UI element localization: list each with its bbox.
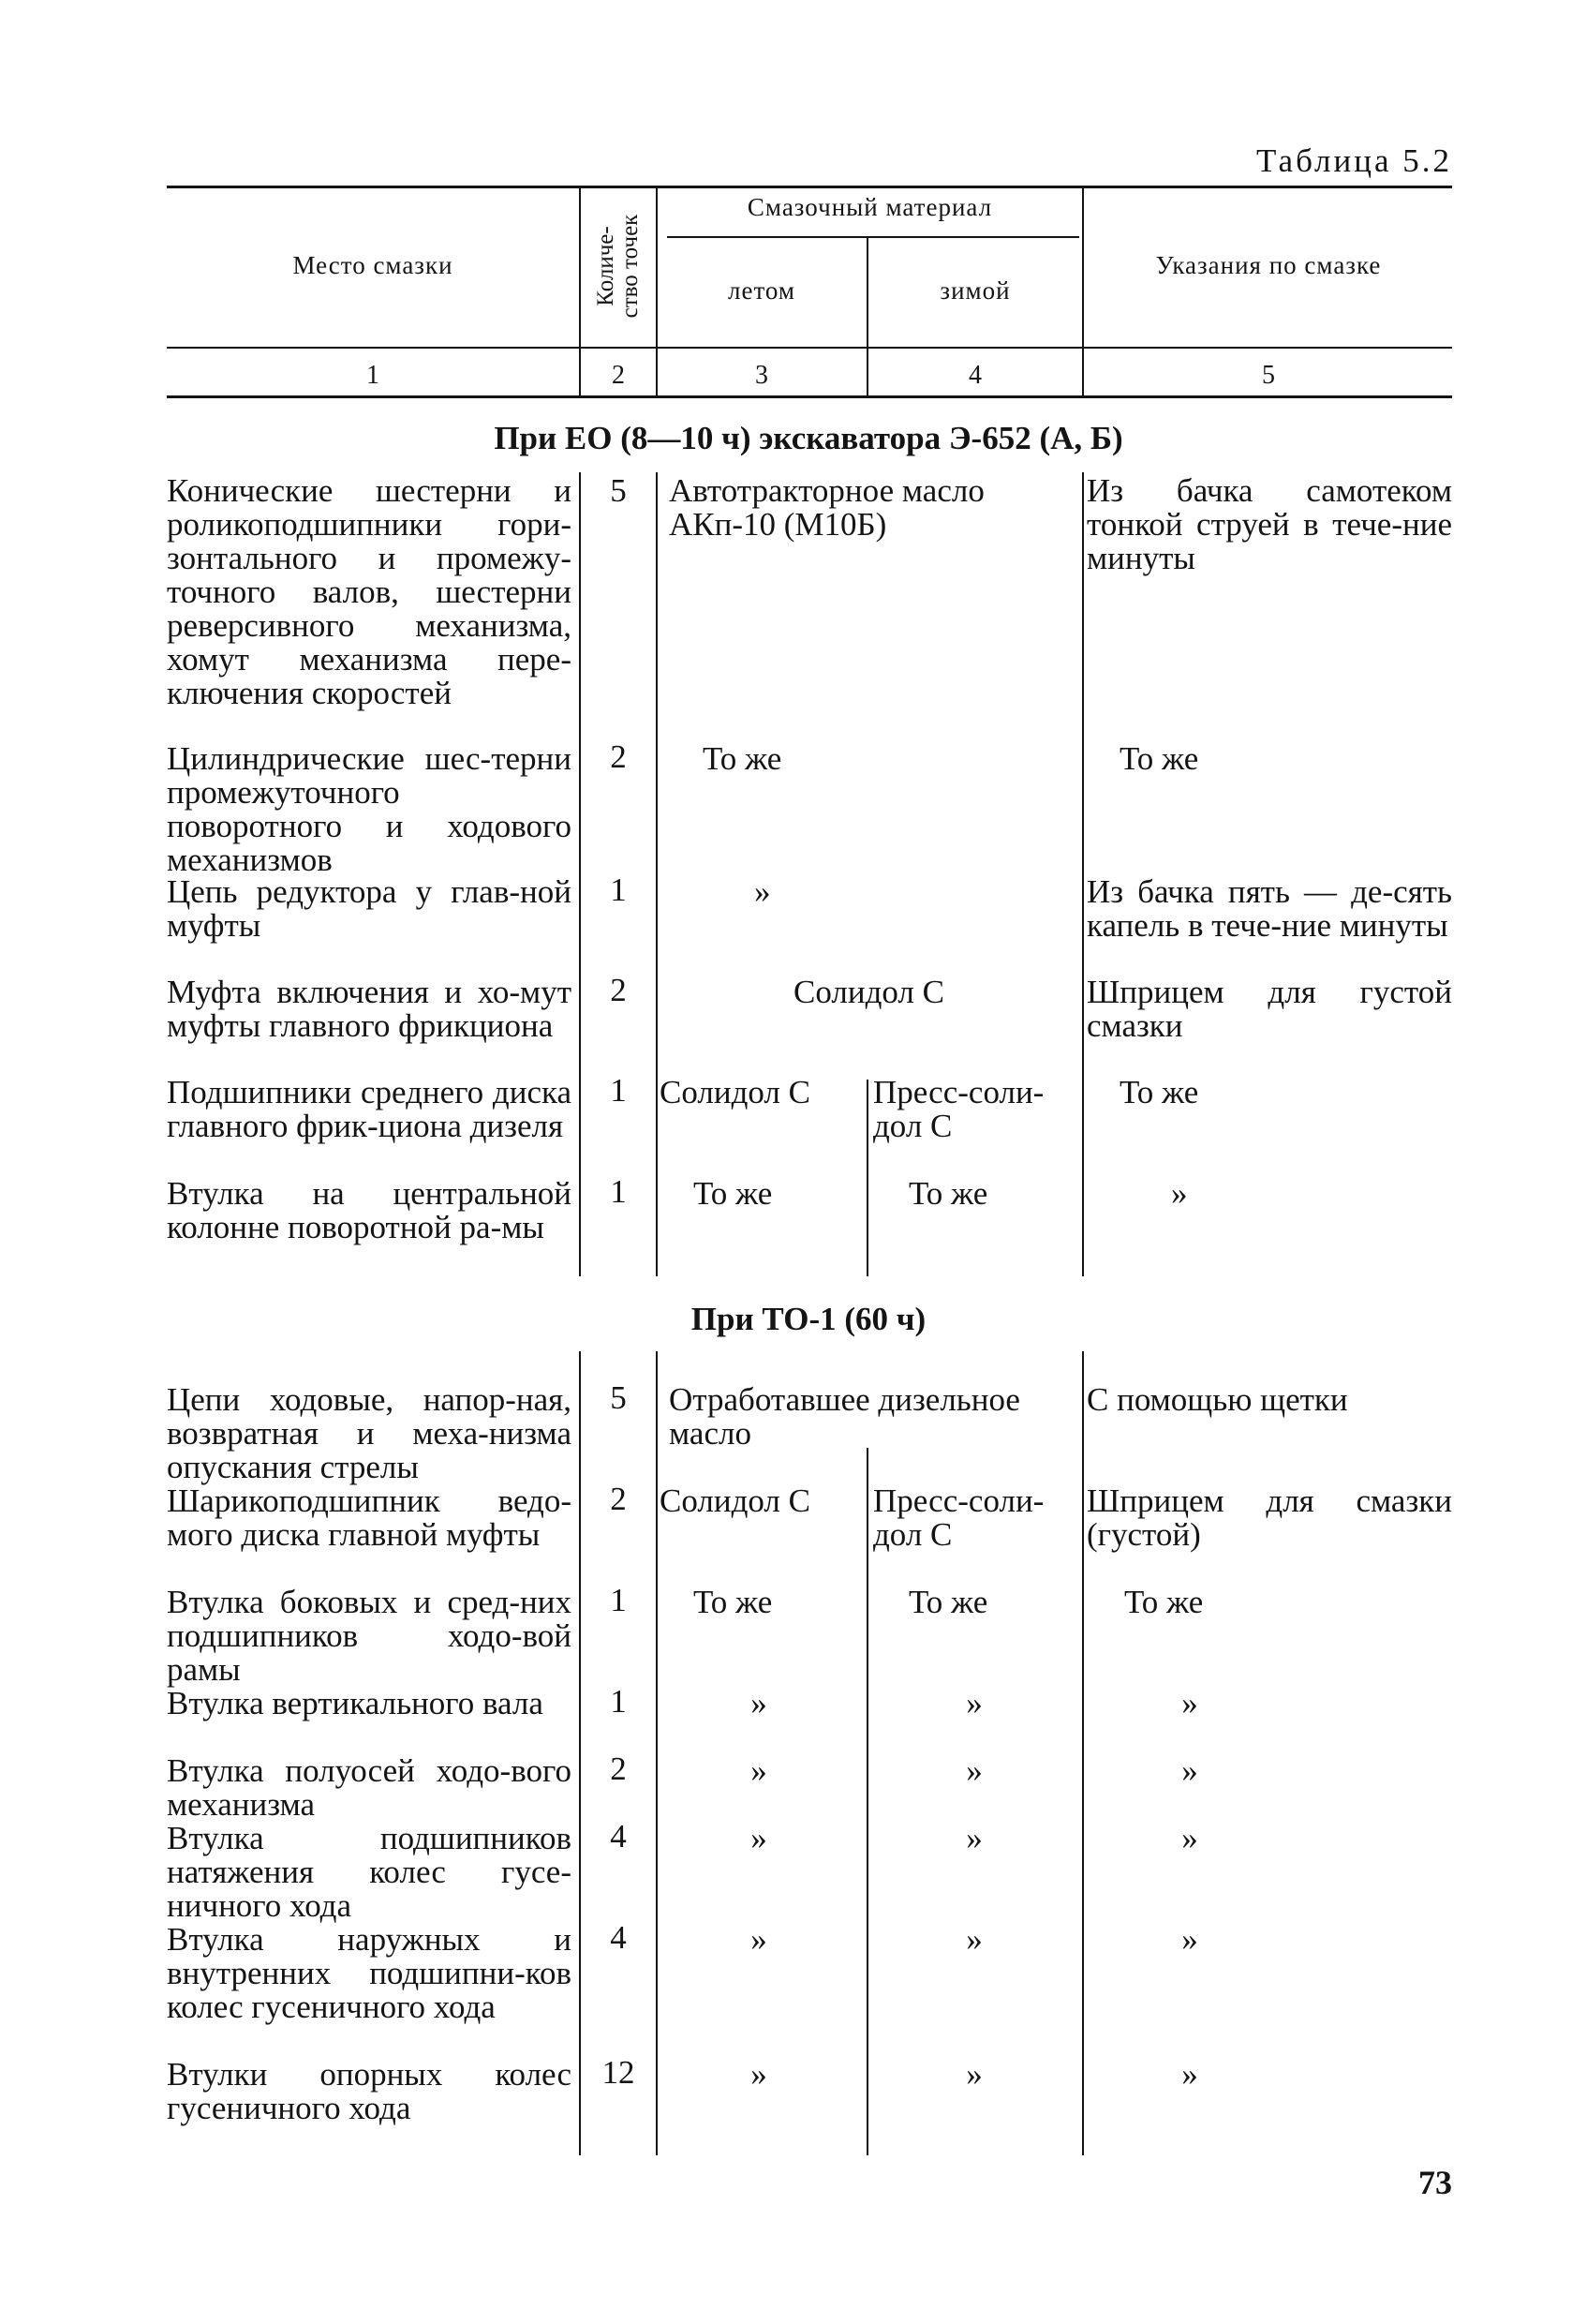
s2-row7-count: 4 <box>610 1919 627 1956</box>
s1-row6-note: » <box>1171 1175 1188 1212</box>
s2-row5-winter: » <box>966 1752 983 1789</box>
header-place: Место смазки <box>292 251 453 279</box>
s2-vline-2 <box>656 1351 658 2155</box>
s2-row1-count: 5 <box>610 1379 627 1416</box>
s1-row5-winter: Пресс-соли-дол С <box>873 1074 1045 1144</box>
s1-row2-note: То же <box>1120 740 1199 777</box>
s1-row4-material: Солидол С <box>793 974 944 1010</box>
s2-row7-place: Втулка наружных и внутренних подшипни-ков колес гусеничного хода <box>167 1921 571 2025</box>
s2-row1-note: С помощью щетки <box>1087 1381 1348 1418</box>
col-number-5: 5 <box>1262 361 1275 390</box>
s1-row4-note: Шприцем для густой смазки <box>1087 974 1452 1044</box>
s2-row8-place: Втулки опорных колес гусеничного хода <box>167 2056 571 2126</box>
s1-row4-count: 2 <box>610 972 627 1008</box>
s2-row8-winter: » <box>966 2056 983 2093</box>
s1-row5-place: Подшипники среднего диска главного фрик-циона дизеля <box>167 1074 571 1144</box>
s1-row3-material: » <box>754 873 771 910</box>
s1-row1-place: Конические шестерни и роликоподшипники гори-зонтального и промежу-точного валов, шестерни реверсивного механизма, хомут механизма пере-ключения скоростей <box>167 472 571 711</box>
header-summer: летом <box>728 276 795 305</box>
s1-row2-place: Цилиндрические шес-терни промежуточного поворотного и ходового механизмов <box>167 740 571 878</box>
header-instructions: Указания по смазке <box>1155 251 1382 279</box>
s2-row2-winter: Пресс-соли-дол С <box>873 1482 1045 1553</box>
s1-row2-count: 2 <box>610 738 627 775</box>
s1-vline-2 <box>656 472 658 1276</box>
s1-vline-split <box>867 1080 868 1276</box>
s2-row1-place: Цепи ходовые, напор-ная, возвратная и меха-низма опускания стрелы <box>167 1381 571 1485</box>
s1-row1-count: 5 <box>610 472 627 509</box>
s2-row4-count: 1 <box>610 1683 627 1720</box>
s2-row7-note: » <box>1181 1921 1198 1958</box>
s1-row6-place: Втулка на центральной колонне поворотной ра-мы <box>167 1175 571 1245</box>
s2-row5-note: » <box>1181 1752 1198 1789</box>
s2-row4-note: » <box>1181 1685 1198 1721</box>
section1-title: При ЕО (8—10 ч) экскаватора Э-652 (А, Б) <box>494 420 1123 456</box>
header-material: Смазочный материал <box>747 193 993 221</box>
s1-row6-summer: То же <box>693 1175 773 1212</box>
s2-row7-summer: » <box>750 1921 767 1958</box>
s2-row4-place: Втулка вертикального вала <box>167 1685 543 1721</box>
s2-row5-count: 2 <box>610 1750 627 1787</box>
s1-row3-place: Цепь редуктора у глав-ной муфты <box>167 873 571 944</box>
s2-row3-summer: То же <box>693 1584 773 1620</box>
s2-row3-note: То же <box>1124 1584 1204 1620</box>
table-label: Таблица 5.2 <box>1256 142 1452 179</box>
s2-row6-winter: » <box>966 1820 983 1856</box>
s2-row2-summer: Солидол С <box>660 1482 810 1519</box>
page-number: 73 <box>1418 2164 1452 2201</box>
s2-row6-place: Втулка подшипников натяжения колес гусе-ничного хода <box>167 1820 571 1924</box>
s2-row3-count: 1 <box>610 1582 627 1618</box>
s2-row6-count: 4 <box>610 1818 627 1855</box>
s2-row2-note: Шприцем для смазки (густой) <box>1087 1482 1452 1553</box>
s2-row2-place: Шарикоподшипник ведо-мого диска главной муфты <box>167 1482 571 1553</box>
s2-row6-note: » <box>1181 1820 1198 1856</box>
s1-row5-note: То же <box>1120 1074 1199 1110</box>
header-winter: зимой <box>940 276 1011 305</box>
s2-row5-summer: » <box>750 1752 767 1789</box>
col-number-1: 1 <box>366 361 379 390</box>
s1-row1-note: Из бачка самотеком тонкой струей в тече-ние минуты <box>1087 472 1452 576</box>
s2-row6-summer: » <box>750 1820 767 1856</box>
s2-row4-summer: » <box>750 1685 767 1721</box>
s2-vline-3 <box>1082 1351 1084 2155</box>
s1-row5-count: 1 <box>610 1072 627 1109</box>
s1-row6-winter: То же <box>909 1175 988 1212</box>
section2-title: При ТО-1 (60 ч) <box>690 1301 927 1337</box>
s2-row4-winter: » <box>966 1685 983 1721</box>
col-number-4: 4 <box>969 361 982 390</box>
numbers-bottom-rule <box>167 395 1452 398</box>
s2-row2-count: 2 <box>610 1481 627 1517</box>
s1-row3-note: Из бачка пять — де-сять капель в тече-ние минуты <box>1087 873 1452 944</box>
s1-vline-3 <box>1082 472 1084 1276</box>
s2-row3-place: Втулка боковых и сред-них подшипников ходо-вой рамы <box>167 1584 571 1688</box>
s1-row6-count: 1 <box>610 1173 627 1210</box>
header-vline-4 <box>1082 187 1084 395</box>
s2-row5-place: Втулка полуосей ходо-вого механизма <box>167 1752 571 1823</box>
s2-vline-split <box>867 1448 868 2155</box>
col-number-2: 2 <box>612 361 625 390</box>
s2-row3-winter: То же <box>909 1584 988 1620</box>
s2-row8-count: 12 <box>601 2054 635 2091</box>
col-number-3: 3 <box>755 361 768 390</box>
s1-row4-place: Муфта включения и хо-мут муфты главного фрикциона <box>167 974 571 1044</box>
header-vline-3 <box>867 238 868 395</box>
s2-row8-note: » <box>1181 2056 1198 2093</box>
s1-row2-material: То же <box>703 740 782 777</box>
header-top-rule <box>167 186 1452 188</box>
s1-row3-count: 1 <box>610 872 627 908</box>
s1-row5-summer: Солидол С <box>660 1074 810 1110</box>
material-subheader-rule <box>667 236 1079 238</box>
s2-row7-winter: » <box>966 1921 983 1958</box>
s2-row1-material: Отработавшее дизельное масло <box>669 1381 1020 1452</box>
s2-row8-summer: » <box>750 2056 767 2093</box>
header-bottom-rule <box>167 347 1452 349</box>
header-count-text: Количе- ство точек <box>593 214 643 319</box>
header-count <box>581 187 656 345</box>
s1-row1-material: Автотракторное масло АКп-10 (М10Б) <box>669 472 985 543</box>
